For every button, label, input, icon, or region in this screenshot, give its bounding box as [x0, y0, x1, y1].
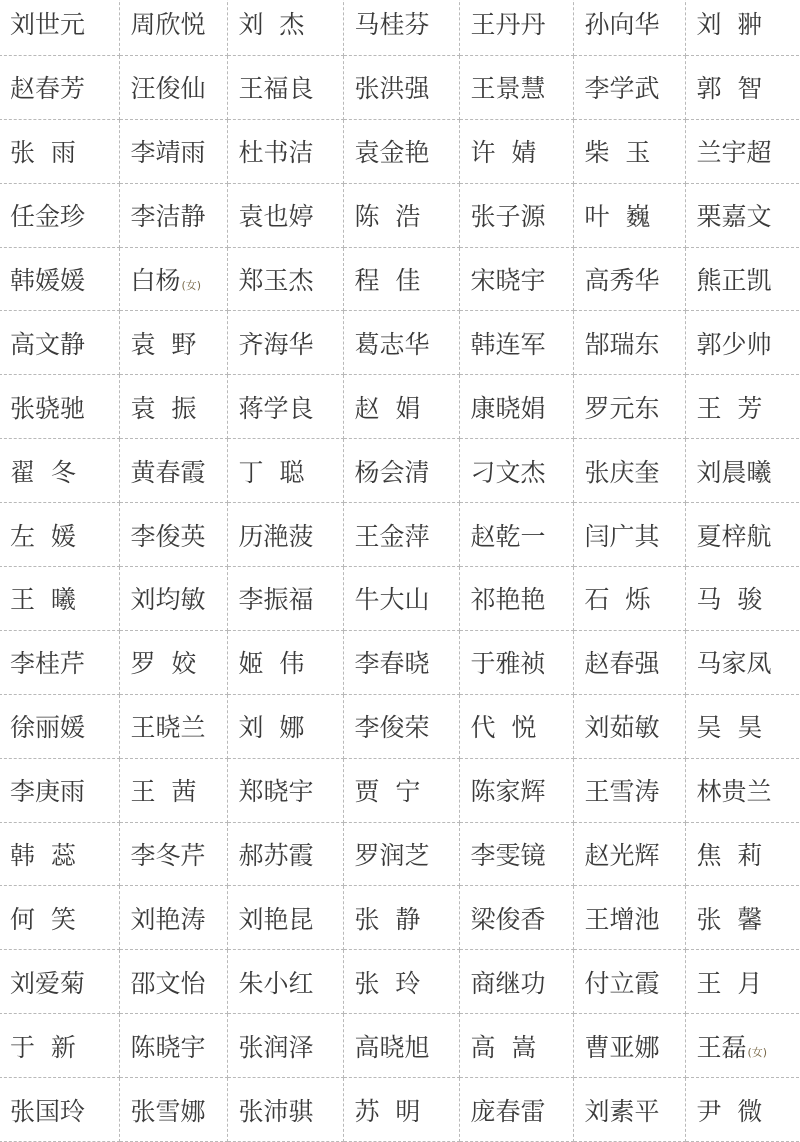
name-cell: 赵光辉 — [573, 822, 685, 886]
name-cell: 李雯镜 — [459, 822, 573, 886]
name-cell: 程 佳 — [343, 247, 459, 311]
name-cell — [685, 1014, 800, 1078]
name-cell: 庞春雷 — [459, 1078, 573, 1142]
name-cell: 李靖雨 — [119, 119, 227, 183]
name-cell: 赵春强 — [573, 630, 685, 694]
name-cell: 丁 聪 — [227, 439, 343, 503]
name-cell: 王金萍 — [343, 503, 459, 567]
name-cell: 左 媛 — [0, 503, 119, 567]
name-text: 王磊 — [696, 1032, 747, 1062]
table-row — [0, 183, 800, 247]
name-cell: 刘 翀 — [685, 0, 800, 55]
name-cell: 徐丽媛 — [0, 694, 119, 758]
female-mark-icon: (女) — [747, 1045, 768, 1059]
name-cell: 何 笑 — [0, 886, 119, 950]
name-cell: 刘艳昆 — [227, 886, 343, 950]
name-cell: 陈家辉 — [459, 758, 573, 822]
name-cell: 杜书洁 — [227, 119, 343, 183]
table-row — [0, 886, 800, 950]
name-cell: 栗嘉文 — [685, 183, 800, 247]
name-text: 白杨 — [130, 266, 181, 295]
name-cell: 高 嵩 — [459, 1014, 573, 1078]
name-cell: 陈晓宇 — [119, 1014, 227, 1078]
name-cell: 历滟菠 — [227, 503, 343, 567]
name-cell: 苏 明 — [343, 1078, 459, 1142]
name-cell: 蒋学良 — [227, 375, 343, 439]
name-cell: 马 骏 — [685, 567, 800, 631]
name-cell: 刘世元 — [0, 0, 119, 55]
name-cell: 柴 玉 — [573, 119, 685, 183]
name-cell: 韩 蕊 — [0, 822, 119, 886]
name-cell: 袁 振 — [119, 375, 227, 439]
table-row — [0, 0, 800, 55]
name-cell: 李洁静 — [119, 183, 227, 247]
name-cell: 李春晓 — [343, 630, 459, 694]
name-cell: 王景慧 — [459, 55, 573, 119]
name-cell: 刘素平 — [573, 1078, 685, 1142]
name-cell: 朱小红 — [227, 950, 343, 1014]
name-cell: 李学武 — [573, 55, 685, 119]
name-cell: 王雪涛 — [573, 758, 685, 822]
name-cell: 张 玲 — [343, 950, 459, 1014]
name-cell: 宋晓宇 — [459, 247, 573, 311]
table-row — [0, 1078, 800, 1142]
name-cell: 郭 智 — [685, 55, 800, 119]
name-cell: 叶 巍 — [573, 183, 685, 247]
name-cell: 许 婧 — [459, 119, 573, 183]
name-cell: 尹 微 — [685, 1078, 800, 1142]
table-row — [0, 758, 800, 822]
name-cell: 牛大山 — [343, 567, 459, 631]
name-cell: 兰宇超 — [685, 119, 800, 183]
name-cell: 吴 昊 — [685, 694, 800, 758]
name-cell: 李俊荣 — [343, 694, 459, 758]
name-cell: 袁金艳 — [343, 119, 459, 183]
name-cell: 葛志华 — [343, 311, 459, 375]
table-row — [0, 1014, 800, 1078]
name-cell: 于 新 — [0, 1014, 119, 1078]
name-cell: 王丹丹 — [459, 0, 573, 55]
name-cell: 刘茹敏 — [573, 694, 685, 758]
name-cell: 高晓旭 — [343, 1014, 459, 1078]
name-cell: 郑晓宇 — [227, 758, 343, 822]
name-cell: 梁俊香 — [459, 886, 573, 950]
name-cell: 袁 野 — [119, 311, 227, 375]
name-cell: 高文静 — [0, 311, 119, 375]
table-row — [0, 247, 800, 311]
name-cell: 赵乾一 — [459, 503, 573, 567]
name-cell: 王 茜 — [119, 758, 227, 822]
name-cell: 王福良 — [227, 55, 343, 119]
name-cell: 郭少帅 — [685, 311, 800, 375]
name-cell: 周欣悦 — [119, 0, 227, 55]
name-cell: 韩连军 — [459, 311, 573, 375]
name-cell: 汪俊仙 — [119, 55, 227, 119]
name-cell: 康晓娟 — [459, 375, 573, 439]
name-cell: 杨会清 — [343, 439, 459, 503]
name-cell: 刁文杰 — [459, 439, 573, 503]
name-cell: 邵文怡 — [119, 950, 227, 1014]
name-cell: 马桂芬 — [343, 0, 459, 55]
name-cell: 高秀华 — [573, 247, 685, 311]
name-cell: 郑玉杰 — [227, 247, 343, 311]
name-cell: 王晓兰 — [119, 694, 227, 758]
name-cell: 曹亚娜 — [573, 1014, 685, 1078]
name-cell: 王 芳 — [685, 375, 800, 439]
name-cell: 刘晨曦 — [685, 439, 800, 503]
name-cell: 袁也婷 — [227, 183, 343, 247]
name-cell: 熊正凯 — [685, 247, 800, 311]
name-cell: 张子源 — [459, 183, 573, 247]
name-cell: 姬 伟 — [227, 630, 343, 694]
name-cell: 张国玲 — [0, 1078, 119, 1142]
name-cell: 陈 浩 — [343, 183, 459, 247]
name-cell: 林贵兰 — [685, 758, 800, 822]
name-cell: 张雪娜 — [119, 1078, 227, 1142]
name-cell: 张 馨 — [685, 886, 800, 950]
name-cell: 王 曦 — [0, 567, 119, 631]
name-cell: 赵春芳 — [0, 55, 119, 119]
table-row — [0, 55, 800, 119]
name-cell: 李振福 — [227, 567, 343, 631]
table-row — [0, 567, 800, 631]
name-cell: 刘爱菊 — [0, 950, 119, 1014]
name-cell: 石 烁 — [573, 567, 685, 631]
table-row — [0, 822, 800, 886]
name-cell: 郜瑞东 — [573, 311, 685, 375]
table-row — [0, 311, 800, 375]
name-cell: 李俊英 — [119, 503, 227, 567]
name-cell: 李桂芹 — [0, 630, 119, 694]
name-cell: 罗润芝 — [343, 822, 459, 886]
name-cell: 翟 冬 — [0, 439, 119, 503]
name-cell: 齐海华 — [227, 311, 343, 375]
name-cell: 刘均敏 — [119, 567, 227, 631]
name-cell: 马家凤 — [685, 630, 800, 694]
name-cell: 李庚雨 — [0, 758, 119, 822]
name-cell: 代 悦 — [459, 694, 573, 758]
name-cell: 王 月 — [685, 950, 800, 1014]
name-cell: 孙向华 — [573, 0, 685, 55]
name-cell: 闫广其 — [573, 503, 685, 567]
female-mark-icon: (女) — [181, 279, 202, 292]
name-cell: 罗 姣 — [119, 630, 227, 694]
name-cell: 张 静 — [343, 886, 459, 950]
table-row — [0, 439, 800, 503]
name-cell: 刘 杰 — [227, 0, 343, 55]
name-cell: 王增池 — [573, 886, 685, 950]
name-cell: 于雅祯 — [459, 630, 573, 694]
table-row — [0, 950, 800, 1014]
name-cell: 祁艳艳 — [459, 567, 573, 631]
name-cell — [119, 247, 227, 311]
name-cell: 李冬芹 — [119, 822, 227, 886]
name-cell: 任金珍 — [0, 183, 119, 247]
name-cell: 贾 宁 — [343, 758, 459, 822]
name-cell: 赵 娟 — [343, 375, 459, 439]
table-row — [0, 503, 800, 567]
name-cell: 张庆奎 — [573, 439, 685, 503]
table-row — [0, 694, 800, 758]
name-cell: 黄春霞 — [119, 439, 227, 503]
table-row — [0, 630, 800, 694]
name-cell: 张沛骐 — [227, 1078, 343, 1142]
name-cell: 张 雨 — [0, 119, 119, 183]
name-cell: 郝苏霞 — [227, 822, 343, 886]
name-cell: 张润泽 — [227, 1014, 343, 1078]
table-row — [0, 119, 800, 183]
name-cell: 刘艳涛 — [119, 886, 227, 950]
name-cell: 张骁驰 — [0, 375, 119, 439]
name-cell: 张洪强 — [343, 55, 459, 119]
name-cell: 罗元东 — [573, 375, 685, 439]
name-cell: 商继功 — [459, 950, 573, 1014]
name-cell: 付立霞 — [573, 950, 685, 1014]
name-cell: 刘 娜 — [227, 694, 343, 758]
table-row — [0, 375, 800, 439]
name-cell: 夏梓航 — [685, 503, 800, 567]
name-cell: 焦 莉 — [685, 822, 800, 886]
name-cell: 韩媛媛 — [0, 247, 119, 311]
